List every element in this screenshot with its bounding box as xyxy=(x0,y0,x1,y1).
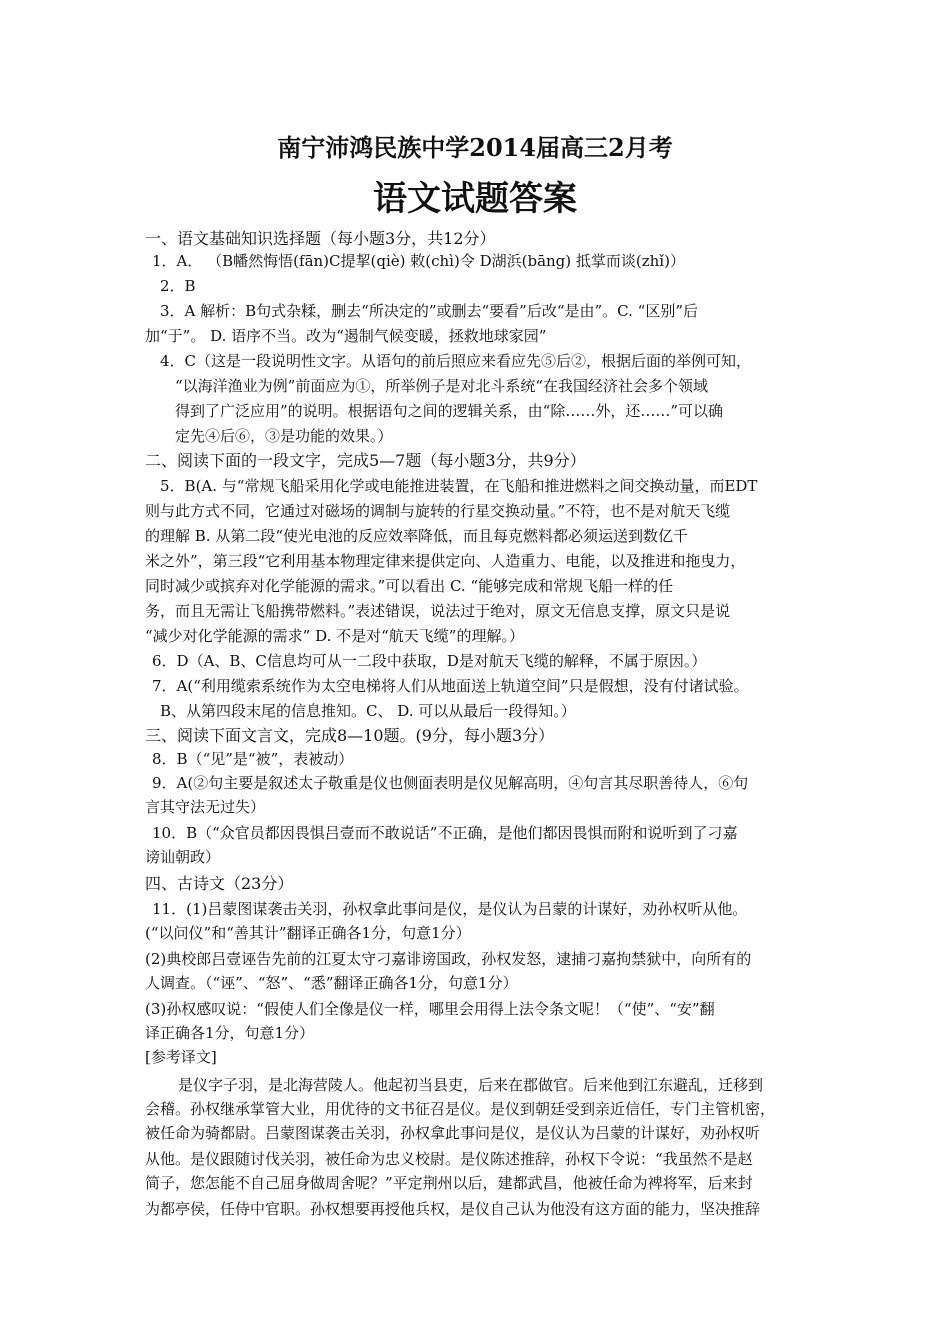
text-line: B、从第四段末尾的信息推知。C、 D. 可以从最后一段得知。） xyxy=(160,702,576,720)
text-line: 6．D（A、B、C信息均可从一二段中获取，D是对航天飞缆的解释，不属于原因。） xyxy=(152,652,707,670)
text-line: 言其守法无过失） xyxy=(145,798,266,816)
text-line: 被任命为骑都尉。吕蒙图谋袭击关羽，孙权拿此事问是仪，是仪认为吕蒙的计谋好，劝孙权听 xyxy=(145,1124,761,1142)
text-line: 11．(1)吕蒙图谋袭击关羽，孙权拿此事问是仪，是仪认为吕蒙的计谋好，劝孙权听从他。 xyxy=(152,900,748,918)
document-title-line2: 语文试题答案 xyxy=(373,179,577,219)
text-line: 务，而且无需让飞船携带燃料。”表述错误，说法过于绝对，原文无信息支撑，原文只是说 xyxy=(145,602,731,620)
text-line: 7．A(“利用缆索系统作为太空电梯将人们从地面送上轨道空间”只是假想，没有付诸试验。 xyxy=(152,677,749,695)
text-line: 则与此方式不同，它通过对磁场的调制与旋转的行星交换动量。”不符，也不是对航天飞缆 xyxy=(145,502,731,520)
section-heading: 二、阅读下面的一段文字，完成5—7题（每小题3分，共9分） xyxy=(145,451,586,470)
text-line: 4．C（这是一段说明性文字。从语句的前后照应来看应先⑤后②，根据后面的举例可知， xyxy=(160,352,752,370)
text-line: 同时减少或摈弃对化学能源的需求。”可以看出 C. “能够完成和常规飞船一样的任 xyxy=(145,577,674,595)
text-line: 定先④后⑥，③是功能的效果。） xyxy=(175,427,393,445)
section-heading: 三、阅读下面文言文，完成8—10题。(9分，每小题3分） xyxy=(145,726,555,745)
text-line: (“以问仪”和“善其计”翻译正确各1分，句意1分） xyxy=(145,924,471,942)
text-line: 5．B(A. 与“常规飞船采用化学或电能推进装置，在飞船和推进燃料之间交换动量，而EDT xyxy=(160,477,758,495)
text-line: 加“于”。 D. 语序不当。改为“遏制气候变暖，拯救地球家园” xyxy=(145,327,547,345)
text-line: 10．B（“众官员都因畏惧吕壹而不敢说话”不正确，是他们都因畏惧而附和说听到了刁嘉 xyxy=(152,824,738,842)
text-line: 是仪字子羽，是北海营陵人。他起初当县吏，后来在郡做官。后来他到江东避乱，迁移到 xyxy=(178,1076,764,1094)
text-line: 会稽。孙权继承掌管大业，用优待的文书征召是仪。是仪到朝廷受到亲近信任，专门主管机密， xyxy=(145,1100,776,1118)
text-line: 9．A(②句主要是叙述太子敬重是仪也侧面表明是仪见解高明，④句言其尽职善待人，⑥句 xyxy=(152,774,749,792)
text-line: 人调查。（“诬”、“怒”、“悉”翻译正确各1分，句意1分） xyxy=(145,974,518,992)
text-line: 2．B xyxy=(160,277,196,295)
text-line: (3)孙权感叹说：“假使人们全像是仪一样，哪里会用得上法令条文呢！（“使”、“安”翻 xyxy=(145,1000,715,1018)
text-line: 3．A 解析：B句式杂糅，删去“所决定的”或删去“要看”后改“是由”。C. “区别”后 xyxy=(160,302,698,320)
text-line: 谤讪朝政） xyxy=(145,848,221,866)
text-line: 从他。是仪跟随讨伐关羽，被任命为忠义校尉。是仪陈述推辞，孙权下令说：“我虽然不是赵 xyxy=(145,1150,753,1168)
text-line: 得到了广泛应用”的说明。根据语句之间的逻辑关系，由“除……外，还……”可以确 xyxy=(175,402,724,420)
text-line: “减少对化学能源的需求” D. 不是对“航天飞缆”的理解。） xyxy=(145,627,524,645)
text-line: 译正确各1分，句意1分） xyxy=(145,1024,315,1042)
text-line: [参考译文] xyxy=(145,1048,217,1066)
text-line: 米之外”，第三段“它利用基本物理定律来提供定向、人造重力、电能，以及推进和拖曳力， xyxy=(145,552,746,570)
text-line: 1．A． （B幡然悔悟(fān)C提挈(qiè) 敕(chì)令 D湖浜(bāng) 抵掌而谈(zhǐ)） xyxy=(152,252,685,270)
document-title-line1: 南宁沛鸿民族中学2014届高三2月考 xyxy=(277,133,673,162)
text-line: 的理解 B. 从第二段“使光电池的反应效率降低，而且每克燃料都必须运送到数亿千 xyxy=(145,527,688,545)
text-line: 8．B（“见”是“被”，表被动） xyxy=(152,750,354,768)
section-heading: 四、古诗文（23分） xyxy=(145,874,294,893)
text-line: “以海洋渔业为例”前面应为①，所举例子是对北斗系统“在我国经济社会多个领域 xyxy=(175,377,709,395)
text-line: 简子，您怎能不自己屈身做周舍呢？”平定荆州以后，建都武昌，他被任命为裨将军，后来封 xyxy=(145,1174,753,1192)
section-heading: 一、语文基础知识选择题（每小题3分，共12分） xyxy=(145,229,496,248)
text-line: 为都亭侯，任侍中官职。孙权想要再授他兵权，是仪自己认为他没有这方面的能力，坚决推辞 xyxy=(145,1200,761,1218)
text-line: (2)典校郎吕壹诬告先前的江夏太守刁嘉诽谤国政，孙权发怒，逮捕刁嘉拘禁狱中，向所有的 xyxy=(145,950,752,968)
